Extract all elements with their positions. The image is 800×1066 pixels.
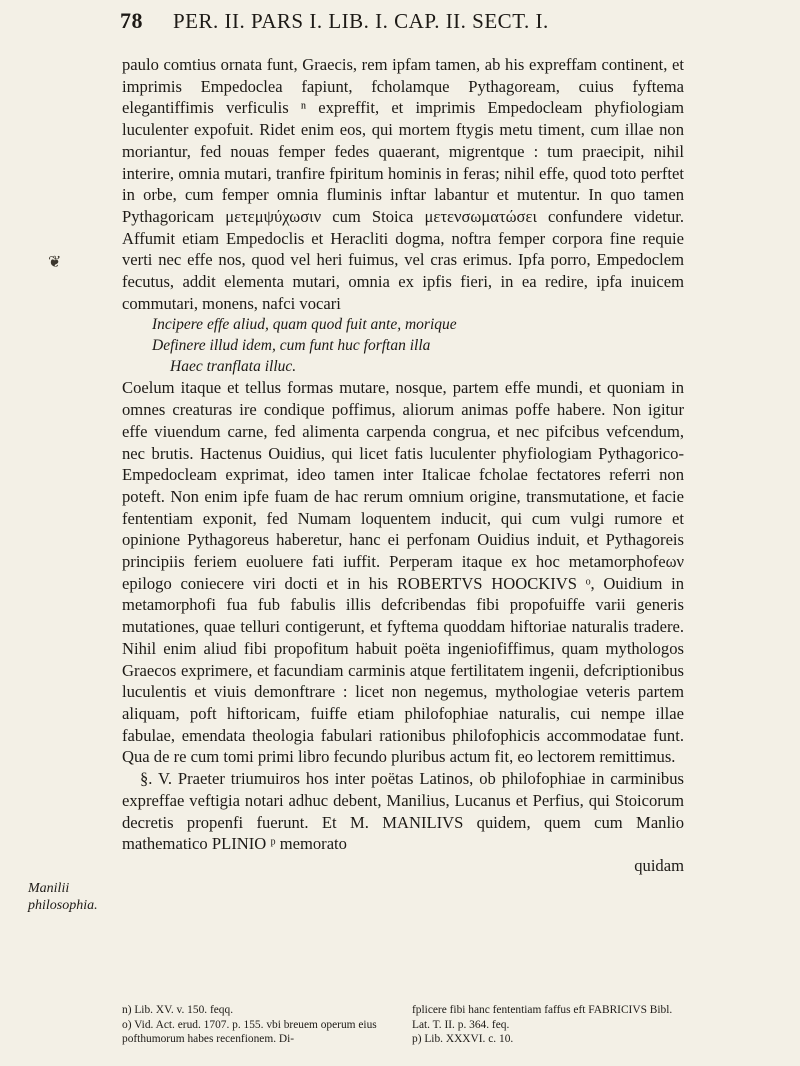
footnote-p: p) Lib. XXXVI. c. 10. — [412, 1033, 514, 1045]
verse-quote — [122, 314, 684, 377]
verse-line-1: Incipere effe aliud, quam quod fuit ante, morique — [152, 316, 457, 334]
page-number: 78 — [120, 8, 143, 33]
ornament-glyph: ❦ — [48, 254, 62, 271]
margin-note: Manilii philosophia. — [28, 881, 98, 913]
verse-line-3: Haec tranflata illuc. — [170, 358, 297, 376]
running-header — [120, 8, 680, 34]
footnotes-right — [412, 1003, 688, 1047]
main-text — [122, 54, 684, 877]
footnotes — [122, 1003, 688, 1047]
paragraph-3-section-v: §. V. Praeter triumuiros hos inter poëtas Latinos, ob philofophiae in carminibus expreffae veftigia notari adhuc debent, Manilius, Lucanus et Perfius, qui Stoicorum decretis propenfi fuerunt. Et M. MANILIVS quidem, quem cum Manlio mathematico PLINIO ᵖ memorato — [122, 769, 684, 854]
paragraph-1: paulo comtius ornata funt, Graecis, rem ipfam tamen, ab his expreffam continent, et imprimis Empedoclea fapiunt, fcholamque Pythagoream, cuius fyftema elegantiffimis verficulis ⁿ expreffit, et imprimis Empedocleam phyfiologiam luculenter expofuit. Ridet enim eos, qui mortem ftygis metu timent, cum illae non moriantur, fed nouas femper fedes quaerant, migrentque : tum praecipit, nihil interire, omnia mutari, tranfire fpiritum hominis in feras; nihil effe, quod toto perftet in orbe, cum femper omnia fluminis inftar labantur et mutentur. In quo tamen Pythagoricam μετεμψύχωσιν cum Stoica μετενσωματώσει confundere videtur. Affumit etiam Empedoclis et Heracliti dogma, noftra femper corpora fine requie verti nec effe nos, quod vel heri fuimus, vel cras erimus. Ipfa porro, Empedoclem fecutus, addit elementa mutari, omnia ex ipfis fieri, in ea redire, ipfa inuicem commutari, monens, nafci vocari — [122, 55, 684, 313]
catchword: quidam — [634, 855, 684, 875]
verse-line-2: Definere illud idem, cum funt huc forftan illa — [152, 337, 431, 355]
footnote-o-cont: fplicere fibi hanc fententiam faffus eft FABRICIVS Bibl. Lat. T. II. p. 364. feq. — [412, 1004, 673, 1031]
footnotes-left — [122, 1003, 398, 1047]
footnote-n: n) Lib. XV. v. 150. feqq. — [122, 1004, 234, 1016]
running-title: PER. II. PARS I. LIB. I. CAP. II. SECT. I. — [173, 9, 549, 33]
footnote-o: o) Vid. Act. erud. 1707. p. 155. vbi breuem operum eius pofthumorum habes recenfionem. Di- — [122, 1018, 377, 1045]
paragraph-2: Coelum itaque et tellus formas mutare, nosque, partem effe mundi, et quoniam in omnes creaturas ire condique poffimus, aliorum animas poffe habere. Non igitur effe viuendum carne, fed alimenta carpenda congrua, et nec pifcibus vefcendum, nec brutis. Hactenus Ouidius, qui licet fatis luculenter phyfiologiam Pythagorico-Empedocleam exprimat, ideo tamen inter Italicae fcholae fectatores referri non poteft. Non enim ipfe fuam de hac rerum omnium origine, transmutatione, et facie fententiam exponit, fed Numam loquentem inducit, qui cum vulgi rumore et opinione Pythagoreus haberetur, hanc ei perfonam Ouidius induit, et Pythagoreis principiis feriem euoluere fati iuffit. Perperam itaque ex hoc metamorphofeων epilogo coniecere viri docti et in his ROBERTVS HOOCKIVS ᵒ, Ouidium in metamorphofi fua fub fabulis illis defcribendas fibi propofuiffe varii generis mutationes, quae telluri contigerunt, et fyftema quoddam hiftoriae naturalis tradere. Nihil enim aliud fibi propofitum habuit poëta ingeniofiffimus, quam mythologos Graecos exprimere, et facundiam carminis atque fertilitatem ingenii, defcriptionibus luculentis et viuis demonftrare : licet non negemus, mythologiae veteris partem aliquam, poft hiftoricam, fuiffe etiam philofophiae naturalis, cui nempe illae fabulae, emendata theologia fabulari rationibus philofophicis accommodatae funt. Qua de re cum tomi primi libro fecundo pluribus actum fit, eo lectorem remittimus. — [122, 378, 684, 767]
